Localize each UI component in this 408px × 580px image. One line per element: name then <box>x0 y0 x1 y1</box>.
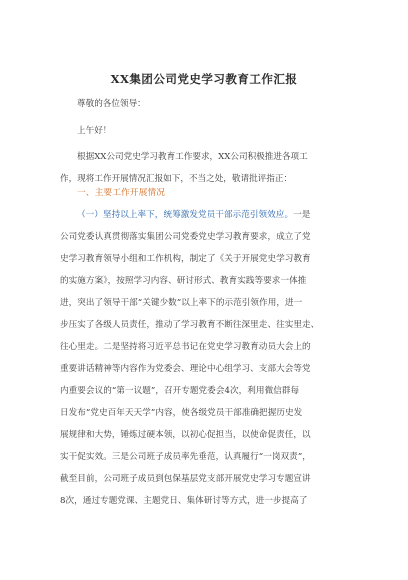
body-line: 8次，通过专题党课、主题党日、集体研讨等方式，进一步提高了 <box>60 496 308 506</box>
body-line: 进，突出了领导干部“关键少数”以上率下的示范引领作用，进一 <box>60 298 303 308</box>
intro-line: 根据XX公司党史学习教育工作要求，XX公司积极推进各项工 <box>77 152 308 162</box>
body-line: 的实施方案》，按照学习内容、研讨形式、教育实践等要求一体推 <box>60 276 307 286</box>
document-title: XX集团公司党史学习教育工作汇报 <box>110 72 298 86</box>
section-heading: 一、主要工作开展情况 <box>77 188 165 198</box>
sub-heading-tail: 一是 <box>293 210 311 220</box>
body-line: 步压实了各级人员责任，推动了学习教育不断往深里走、往实里走、 <box>60 320 320 330</box>
body-line: 史学习教育领导小组和工作机构，制定了《关于开展党史学习教育 <box>60 254 311 264</box>
body-line: 重要讲话精神等内容作为党委会、理论中心组学习、支部大会等党 <box>60 364 311 374</box>
salutation: 尊敬的各位领导： <box>77 99 146 109</box>
sub-heading: （一）坚持以上率下，统筹激发党员干部示范引领效应。 <box>77 210 294 220</box>
body-line: 截至目前，公司班子成员到包保基层党支部开展党史学习专题宣讲 <box>60 474 311 484</box>
body-line: 往心里走。二是坚持将习近平总书记在党史学习教育动员大会上的 <box>60 342 311 352</box>
intro-paragraph <box>60 146 350 190</box>
greeting: 上午好！ <box>77 126 112 136</box>
body-paragraph <box>60 204 350 512</box>
body-line: 公司党委认真贯彻落实集团公司党委党史学习教育要求，成立了党 <box>60 232 311 242</box>
intro-line: 作，现将工作开展情况汇报如下，不当之处，敬请批评指正： <box>60 174 293 184</box>
body-first-line <box>60 204 350 226</box>
body-line: 内重要会议的“第一议题”，召开专题党委会4次，利用微信群每 <box>60 386 300 396</box>
body-line: 实干促实效。三是公司班子成员率先垂范，认真履行“一岗双责”， <box>60 452 311 462</box>
body-line: 日发布“党史百年天天学”内容，使各级党员干部准确把握历史发 <box>60 408 303 418</box>
body-line: 展规律和大势，锤炼过硬本领，以初心促担当，以使命促责任，以 <box>60 430 311 440</box>
